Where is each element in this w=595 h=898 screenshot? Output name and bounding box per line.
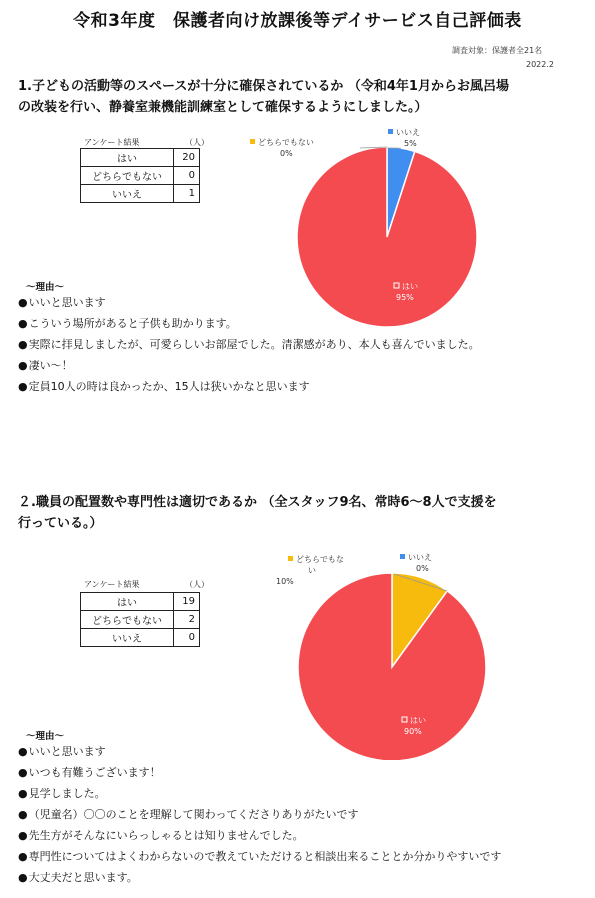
list-item: ●こういう場所があると子供も助かります。 bbox=[18, 317, 237, 330]
slice-label: いいえ bbox=[396, 128, 420, 137]
slice-percent: 10% bbox=[276, 577, 294, 586]
reason-title-2: ～理由～ bbox=[26, 731, 65, 742]
row-value: 0 bbox=[174, 167, 200, 185]
bullet-icon: ● bbox=[18, 745, 28, 758]
row-value: 19 bbox=[174, 593, 200, 611]
survey-table-2 bbox=[80, 592, 200, 647]
bullet-icon: ● bbox=[18, 871, 28, 884]
slice-label: どちらでもない bbox=[258, 138, 314, 147]
legend-marker-icon bbox=[388, 129, 393, 134]
list-item: ●いいと思います bbox=[18, 296, 106, 309]
question-2-heading-line2: 行っている。） bbox=[18, 516, 103, 531]
table-row bbox=[81, 611, 200, 629]
list-item: ●見学しました。 bbox=[18, 787, 106, 800]
slice-label: はい bbox=[402, 282, 418, 291]
row-label: いいえ bbox=[81, 629, 174, 647]
list-item: ●実際に拝見しましたが、可愛らしいお部屋でした。清潔感があり、本人も喜んでいました。 bbox=[18, 338, 480, 351]
legend-marker-icon bbox=[400, 554, 405, 559]
bullet-icon: ● bbox=[18, 787, 28, 800]
bullet-icon: ● bbox=[18, 359, 28, 372]
bullet-icon: ● bbox=[18, 850, 28, 863]
bullet-icon: ● bbox=[18, 317, 28, 330]
list-item: ●いいと思います bbox=[18, 745, 106, 758]
slice-percent: 90% bbox=[404, 727, 422, 736]
question-1-heading bbox=[18, 76, 509, 118]
slice-percent: 5% bbox=[404, 139, 417, 148]
table-row bbox=[81, 185, 200, 203]
slice-label: はい bbox=[410, 716, 426, 725]
question-1-heading-line2: の改装を行い、静養室兼機能訓練室として確保するようにしました。） bbox=[18, 100, 428, 115]
table-row bbox=[81, 149, 200, 167]
table-2-title: アンケート結果 bbox=[84, 580, 140, 589]
survey-subject: 調査対象：保護者全21名 bbox=[452, 46, 543, 55]
list-item: ●大丈夫だと思います。 bbox=[18, 871, 138, 884]
slice-label: どちらでもな bbox=[296, 555, 344, 564]
row-value: 1 bbox=[174, 185, 200, 203]
list-item: ●凄い～！ bbox=[18, 359, 73, 372]
question-1-heading-line1: 1.子どもの活動等のスペースが十分に確保されているか （令和4年1月からお風呂場 bbox=[18, 79, 509, 94]
bullet-icon: ● bbox=[18, 829, 28, 842]
list-item: ●先生方がそんなにいらっしゃるとは知りませんでした。 bbox=[18, 829, 304, 842]
list-item: ●（児童名）〇〇のことを理解して関わってくださりありがたいです bbox=[18, 808, 359, 821]
legend-marker-icon bbox=[402, 717, 407, 722]
row-value: 20 bbox=[174, 149, 200, 167]
survey-date: 2022.2 bbox=[526, 60, 554, 69]
slice-percent: 0% bbox=[280, 149, 293, 158]
slice-percent: 95% bbox=[396, 293, 414, 302]
bullet-icon: ● bbox=[18, 380, 28, 393]
slice-label-line2: い bbox=[308, 566, 316, 575]
slice-label: いいえ bbox=[408, 553, 432, 562]
question-2-heading bbox=[18, 492, 497, 534]
bullet-icon: ● bbox=[18, 296, 28, 309]
list-item: ●定員10人の時は良かったか、15人は狭いかなと思います bbox=[18, 380, 310, 393]
reason-title-1: ～理由～ bbox=[26, 282, 65, 293]
question-2-heading-line1: ２.職員の配置数や専門性は適切であるか （全スタッフ9名、常時6～8人で支援を bbox=[18, 495, 497, 510]
legend-marker-icon bbox=[394, 283, 399, 288]
bullet-icon: ● bbox=[18, 808, 28, 821]
reason-list-1 bbox=[18, 292, 480, 397]
table-1-title: アンケート結果 bbox=[84, 138, 140, 147]
list-item: ●いつも有難うございます！ bbox=[18, 766, 161, 779]
row-label: はい bbox=[81, 149, 174, 167]
page-title: 令和3年度 保護者向け放課後等デイサービス自己評価表 bbox=[73, 11, 522, 31]
table-row bbox=[81, 593, 200, 611]
bullet-icon: ● bbox=[18, 338, 28, 351]
row-label: どちらでもない bbox=[81, 167, 174, 185]
pie-slice bbox=[298, 573, 486, 760]
legend-marker-icon bbox=[288, 556, 293, 561]
row-value: 2 bbox=[174, 611, 200, 629]
slice-percent: 0% bbox=[416, 564, 429, 573]
list-item: ●専門性についてはよくわからないので教えていただけると相談出来ることとか分かりやすいです bbox=[18, 850, 502, 863]
survey-table-1 bbox=[80, 148, 200, 203]
row-label: どちらでもない bbox=[81, 611, 174, 629]
table-row bbox=[81, 629, 200, 647]
pie-chart-2 bbox=[250, 548, 550, 760]
row-value: 0 bbox=[174, 629, 200, 647]
legend-marker-icon bbox=[250, 139, 255, 144]
table-1-unit: （人） bbox=[185, 138, 209, 147]
bullet-icon: ● bbox=[18, 766, 28, 779]
table-2-unit: （人） bbox=[185, 580, 209, 589]
reason-list-2 bbox=[18, 741, 501, 888]
table-row bbox=[81, 167, 200, 185]
row-label: いいえ bbox=[81, 185, 174, 203]
row-label: はい bbox=[81, 593, 174, 611]
